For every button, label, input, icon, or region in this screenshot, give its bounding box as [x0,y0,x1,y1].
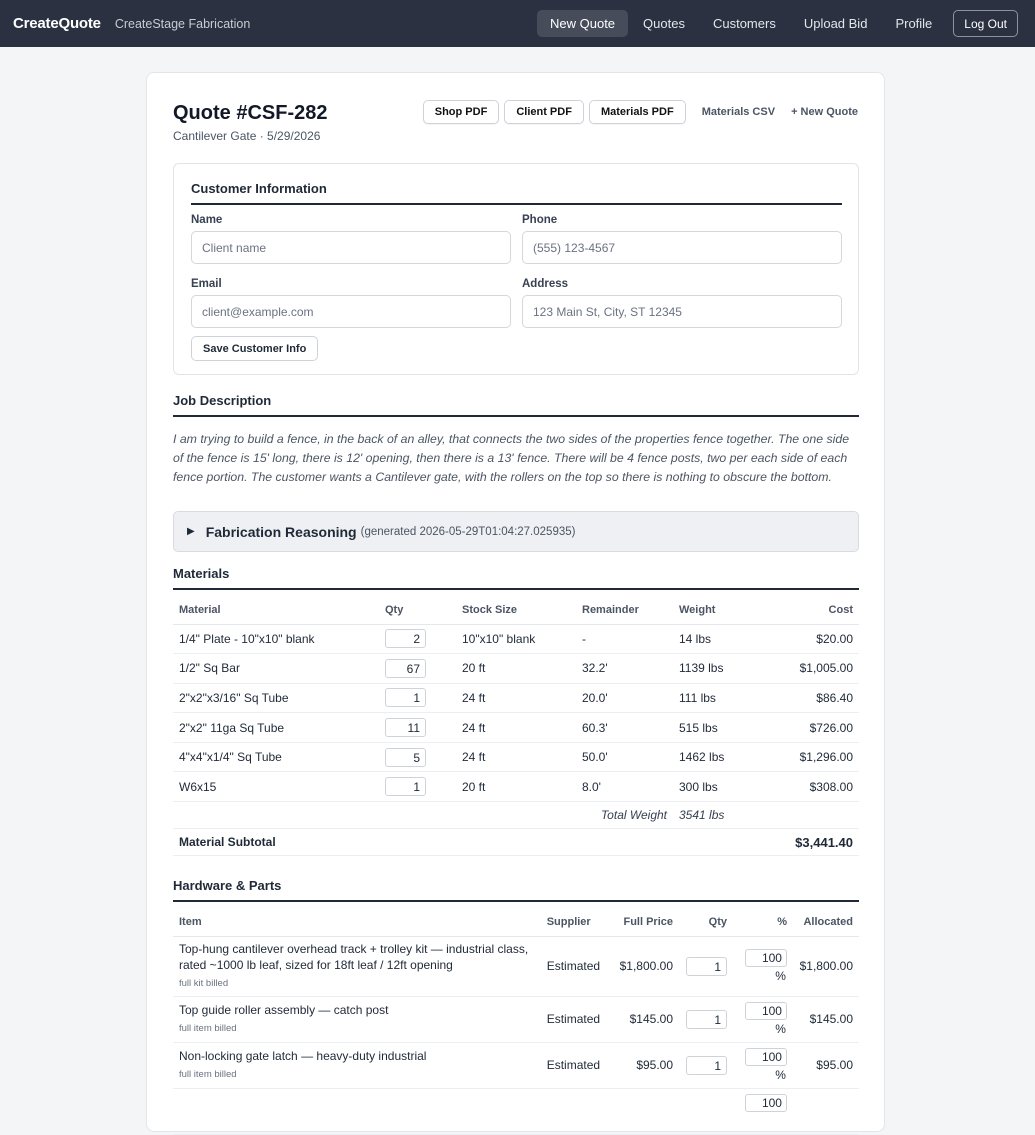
subtotal-row [173,829,859,856]
material-name: 4"x4"x1/4" Sq Tube [173,742,379,772]
total-weight-value: 3541 lbs [673,802,766,829]
table-row [173,624,859,654]
nav-profile[interactable]: Profile [895,16,933,31]
table-row [173,742,859,772]
remainder: 8.0' [576,772,673,802]
allocated: $145.00 [793,996,859,1042]
fabrication-reasoning-toggle[interactable] [173,511,859,552]
allocated: $95.00 [793,1042,859,1088]
col-supplier: Supplier [541,908,606,936]
subtotal-label: Material Subtotal [173,829,766,856]
stock-size: 20 ft [456,654,576,684]
qty-input[interactable]: 1 [385,777,426,796]
percent-symbol: % [775,969,786,983]
section-divider [173,900,859,902]
materials-table [173,596,859,856]
quote-title: Quote #CSF-282 [173,102,328,124]
name-label: Name [191,214,223,226]
section-divider [173,415,859,417]
table-row [173,936,859,996]
phone-input[interactable] [522,231,842,264]
phone-label: Phone [522,214,558,226]
hardware-section [173,878,859,1135]
full-price: $1,800.00 [606,936,679,996]
table-row [173,1088,859,1134]
shop-pdf-button[interactable]: Shop PDF [423,100,500,124]
cost: $1,005.00 [766,654,859,684]
percent-input[interactable]: 100 [745,1048,787,1066]
nav-menu [535,10,1018,37]
col-material: Material [173,596,379,624]
col-allocated: Allocated [793,908,859,936]
percent-input[interactable]: 100 [745,1002,787,1020]
name-input[interactable] [191,231,511,264]
cost: $86.40 [766,683,859,713]
company-name: CreateStage Fabrication [114,16,251,31]
supplier: Estimated [541,1042,606,1088]
material-name: 2"x2" 11ga Sq Tube [173,713,379,743]
item-name: Top guide roller assembly — catch post [179,1002,389,1017]
item-name [173,1088,541,1134]
nav-quotes[interactable]: Quotes [643,16,685,31]
col-percent: % [733,908,793,936]
top-navbar [0,0,1035,47]
save-customer-button[interactable]: Save Customer Info [191,336,318,361]
percent-symbol: % [775,1022,786,1036]
cost: $20.00 [766,624,859,654]
table-row [173,1042,859,1088]
col-weight: Weight [673,596,766,624]
item-note: full item billed [179,1022,237,1034]
weight: 14 lbs [673,624,766,654]
table-row [173,713,859,743]
remainder: 50.0' [576,742,673,772]
subtotal-value: $3,441.40 [766,829,859,856]
weight: 515 lbs [673,713,766,743]
qty-input[interactable]: 2 [385,629,426,648]
nav-upload-bid[interactable]: Upload Bid [803,16,868,31]
stock-size: 24 ft [456,683,576,713]
stock-size: 24 ft [456,713,576,743]
job-description-text: I am trying to build a fence, in the back of an alley, that connects the two sides of the properties fence together. The one side of the fence is 15' long, there is 12' opening, then there is a 13' fence. There will be 4 fence posts, two per each side of each fence portion. The customer wants a Cantilever gate, with the rollers on the top so there is nothing to obscure the bottom. [173,432,850,484]
material-name: 1/4" Plate - 10"x10" blank [173,624,379,654]
new-quote-link[interactable]: + New Quote [791,106,858,118]
quote-subtitle: Cantilever Gate · 5/29/2026 [173,129,321,143]
stock-size: 20 ft [456,772,576,802]
table-row [173,654,859,684]
job-description-title: Job Description [173,393,272,408]
materials-section [173,566,859,856]
brand-logo[interactable]: CreateQuote [13,15,101,32]
col-cost: Cost [766,596,859,624]
material-name: 2"x2"x3/16" Sq Tube [173,683,379,713]
hardware-title: Hardware & Parts [173,878,282,893]
percent-input[interactable]: 100 [745,1094,787,1112]
qty-input[interactable]: 1 [686,1056,727,1075]
supplier: Estimated [541,936,606,996]
table-header-row [173,596,859,624]
item-name: Top-hung cantilever overhead track + trolley kit — industrial class, rated ~1000 lb leaf, sized for 18ft leaf / 12ft opening [179,941,529,972]
qty-input[interactable]: 1 [686,957,727,976]
quote-card [146,72,885,1132]
materials-title: Materials [173,566,230,581]
job-description-section [173,393,859,417]
stock-size: 10"x10" blank [456,624,576,654]
address-input[interactable] [522,295,842,328]
allocated: $1,800.00 [793,936,859,996]
col-stock-size: Stock Size [456,596,576,624]
section-divider [191,203,842,205]
full-price: $95.00 [606,1042,679,1088]
col-full-price: Full Price [606,908,679,936]
nav-customers[interactable]: Customers [712,16,776,31]
col-qty: Qty [379,596,456,624]
address-label: Address [522,278,569,290]
logout-button[interactable]: Log Out [953,10,1018,37]
item-name: Non-locking gate latch — heavy-duty industrial [179,1048,427,1063]
cost: $726.00 [766,713,859,743]
table-row [173,683,859,713]
quote-actions [418,100,858,124]
reasoning-title: Fabrication Reasoning [205,523,357,540]
weight: 300 lbs [673,772,766,802]
email-input[interactable] [191,295,511,328]
qty-input[interactable]: 11 [385,718,426,737]
weight: 111 lbs [673,683,766,713]
total-weight-row [173,802,859,829]
customer-info-panel [173,163,859,375]
weight: 1462 lbs [673,742,766,772]
materials-pdf-button[interactable]: Materials PDF [589,100,686,124]
percent-input[interactable]: 100 [745,949,787,967]
remainder: 32.2' [576,654,673,684]
expand-triangle-icon: ▶ [187,526,195,537]
email-label: Email [191,278,222,290]
item-note: full item billed [179,1068,237,1080]
customer-info-title: Customer Information [191,181,327,196]
cost: $308.00 [766,772,859,802]
material-name: W6x15 [173,772,379,802]
table-row [173,996,859,1042]
supplier: Estimated [541,996,606,1042]
nav-new-quote[interactable]: New Quote [537,10,628,37]
materials-csv-link[interactable]: Materials CSV [701,106,776,118]
qty-input[interactable]: 5 [385,748,426,767]
weight: 1139 lbs [673,654,766,684]
hardware-table [173,908,859,1135]
item-note: full kit billed [179,977,229,989]
table-header-row [173,908,859,936]
material-name: 1/2" Sq Bar [173,654,379,684]
qty-input[interactable]: 1 [385,688,426,707]
qty-input[interactable]: 67 [385,659,426,678]
reasoning-generated: (generated 2026-05-29T01:04:27.025935) [360,525,576,538]
qty-input[interactable]: 1 [686,1010,727,1029]
col-item: Item [173,908,541,936]
client-pdf-button[interactable]: Client PDF [504,100,584,124]
full-price: $145.00 [606,996,679,1042]
table-row [173,772,859,802]
remainder: 20.0' [576,683,673,713]
cost: $1,296.00 [766,742,859,772]
percent-symbol: % [775,1068,786,1082]
remainder: 60.3' [576,713,673,743]
stock-size: 24 ft [456,742,576,772]
col-qty: Qty [679,908,733,936]
remainder: - [576,624,673,654]
total-weight-label: Total Weight [173,802,673,829]
section-divider [173,588,859,590]
col-remainder: Remainder [576,596,673,624]
